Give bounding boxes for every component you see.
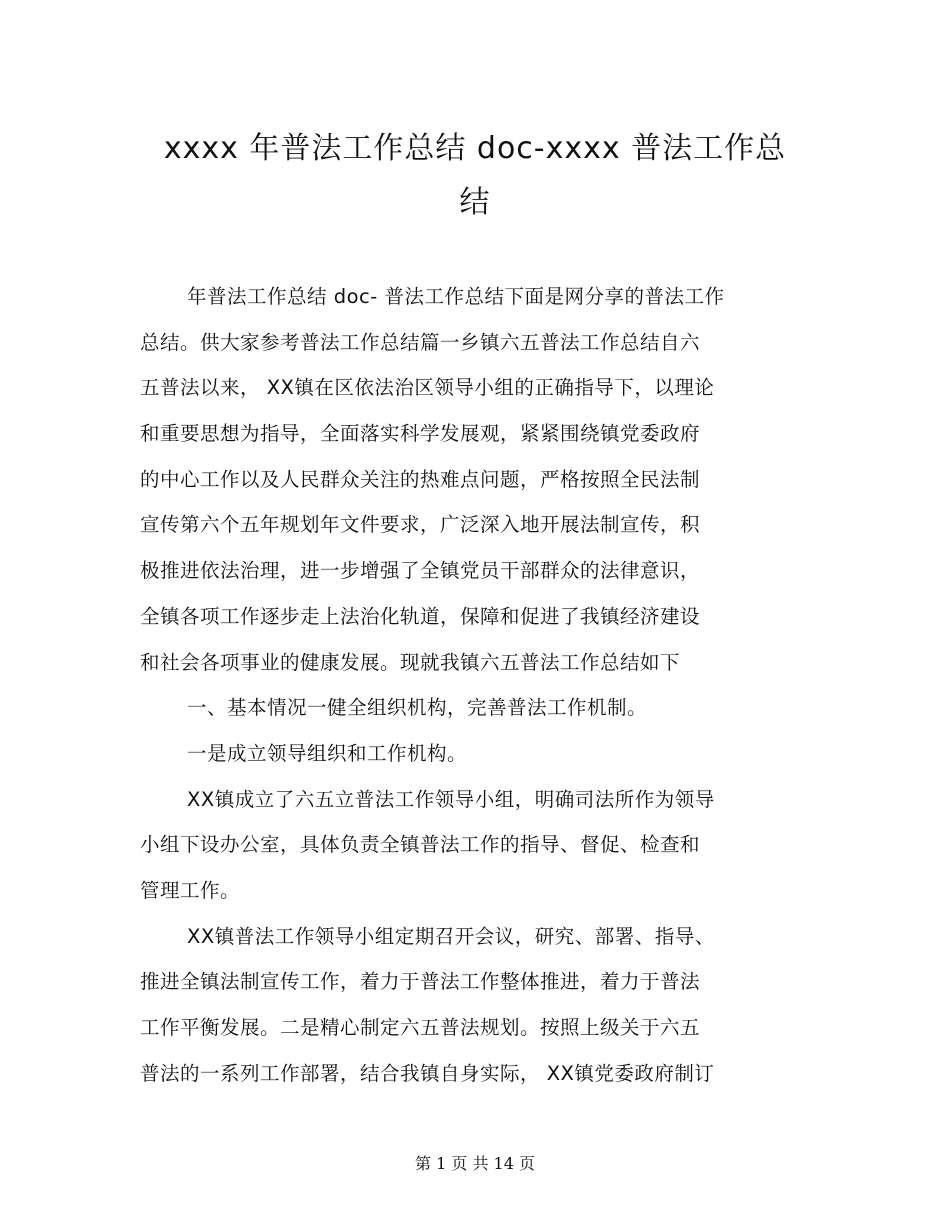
paragraph-line: 年普法工作总结 doc- 普法工作总结下面是网分享的普法工作 — [187, 285, 725, 308]
document-title — [140, 122, 810, 230]
paragraph-line: 管理工作。 — [140, 878, 241, 902]
section-heading-line: 一、基本情况一健全组织机构，完善普法工作机制。 — [187, 696, 648, 720]
document-body — [140, 274, 820, 1096]
paragraph-line: XX镇成立了六五立普法工作领导小组，明确司法所作为领导 — [187, 787, 715, 811]
paragraph-line: 和社会各项事业的健康发展。现就我镇六五普法工作总结如下 — [140, 650, 681, 674]
page-number-footer: 第 1 页 共 14 页 — [415, 1154, 535, 1173]
title-line-2: 结 — [459, 185, 491, 220]
paragraph-line: 一是成立领导组织和工作机构。 — [187, 741, 468, 765]
paragraph-line: 宣传第六个五年规划年文件要求，广泛深入地开展法制宣传，积 — [140, 513, 701, 537]
title-line-1: xxxx 年普法工作总结 doc-xxxx 普法工作总 — [163, 131, 787, 166]
paragraph-line: 全镇各项工作逐步走上法治化轨道，保障和促进了我镇经济建设 — [140, 604, 701, 628]
paragraph-line: 推进全镇法制宣传工作，着力于普法工作整体推进，着力于普法 — [140, 970, 701, 994]
paragraph-line: 和重要思想为指导，全面落实科学发展观，紧紧围绕镇党委政府 — [140, 422, 701, 446]
paragraph-line: 工作平衡发展。二是精心制定六五普法规划。按照上级关于六五 — [140, 1016, 701, 1039]
paragraph-line: 的中心工作以及人民群众关注的热难点问题，严格按照全民法制 — [140, 467, 701, 491]
paragraph-line: 总结。供大家参考普法工作总结篇一乡镇六五普法工作总结自六 — [140, 330, 701, 354]
paragraph-line: 小组下设办公室，具体负责全镇普法工作的指导、督促、检查和 — [140, 833, 701, 857]
paragraph-line: XX镇普法工作领导小组定期召开会议，研究、部署、指导、 — [187, 924, 715, 948]
paragraph-line: 极推进依法治理，进一步增强了全镇党员干部群众的法律意识， — [140, 559, 701, 583]
paragraph-line: 五普法以来， XX镇在区依法治区领导小组的正确指导下，以理论 — [140, 376, 715, 400]
paragraph-line: 普法的一系列工作部署，结合我镇自身实际， XX镇党委政府制订 — [140, 1061, 715, 1085]
